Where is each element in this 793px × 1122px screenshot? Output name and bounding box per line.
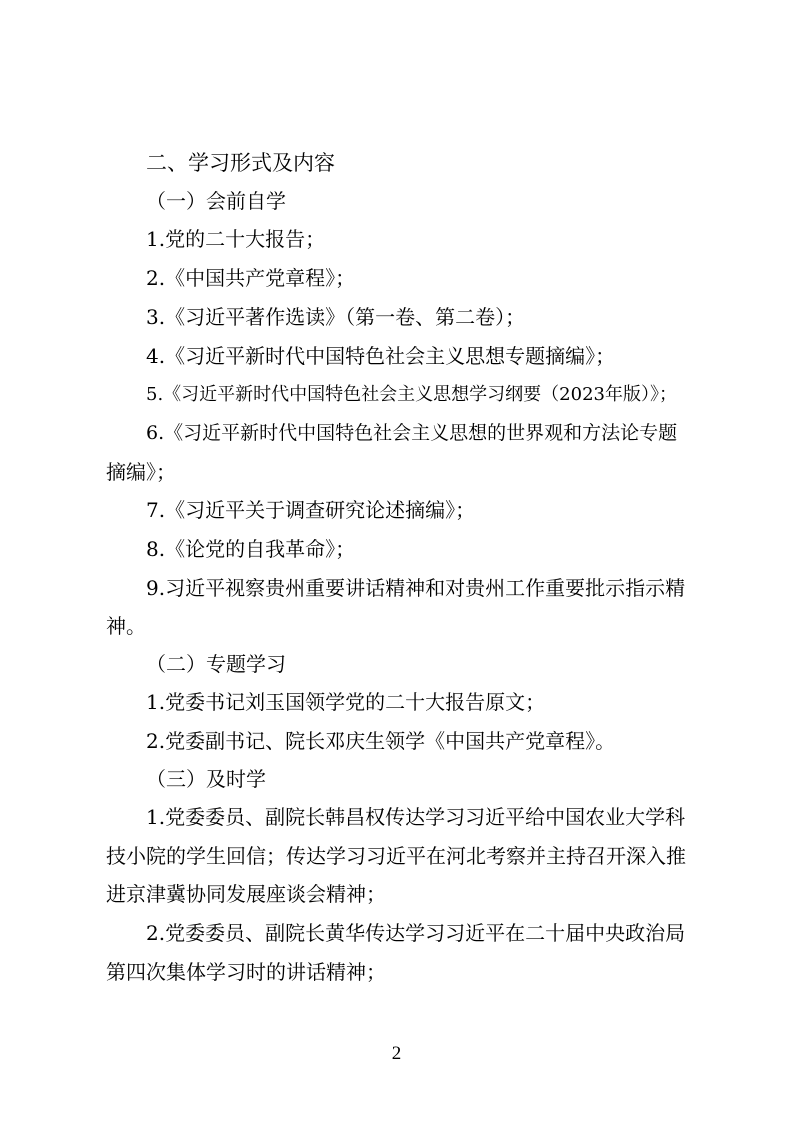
list-item: 4.《习近平新时代中国特色社会主义思想专题摘编》； (146, 344, 616, 368)
list-item: 2.党委副书记、院长邓庆生领学《中国共产党章程》。 (146, 729, 616, 753)
list-item: 1.党委委员、副院长韩昌权传达学习习近平给中国农业大学科 (146, 805, 686, 829)
list-item-continuation: 神。 (106, 614, 146, 638)
list-item-continuation: 进京津冀协同发展座谈会精神； (106, 882, 386, 906)
page-number: 2 (391, 1043, 402, 1064)
list-item: 2.《中国共产党章程》； (146, 266, 356, 290)
list-item: 7.《习近平关于调查研究论述摘编》； (146, 498, 476, 522)
list-item-continuation: 技小院的学生回信；传达学习习近平在河北考察并主持召开深入推 (106, 844, 686, 868)
subsection-title-topic-study: （二）专题学习 (146, 652, 286, 676)
list-item: 1.党委书记刘玉国领学党的二十大报告原文； (146, 690, 546, 714)
list-item: 2.党委委员、副院长黄华传达学习习近平在二十届中央政治局 (146, 921, 686, 945)
list-item-continuation: 摘编》； (106, 460, 176, 484)
list-item: 3.《习近平著作选读》（第一卷、第二卷）； (146, 305, 526, 329)
list-item: 8.《论党的自我革命》； (146, 537, 356, 561)
section-heading: 二、学习形式及内容 (146, 151, 335, 175)
subsection-title-self-study: （一）会前自学 (146, 189, 286, 213)
subsection-title-timely-study: （三）及时学 (146, 767, 266, 791)
list-item: 9.习近平视察贵州重要讲话精神和对贵州工作重要批示指示精 (146, 576, 686, 600)
list-item: 6.《习近平新时代中国特色社会主义思想的世界观和方法论专题 (146, 422, 678, 444)
list-item-continuation: 第四次集体学习时的讲话精神； (106, 960, 386, 984)
list-item: 1.党的二十大报告； (146, 227, 326, 251)
list-item: 5.《习近平新时代中国特色社会主义思想学习纲要（2023年版）》； (146, 384, 677, 405)
